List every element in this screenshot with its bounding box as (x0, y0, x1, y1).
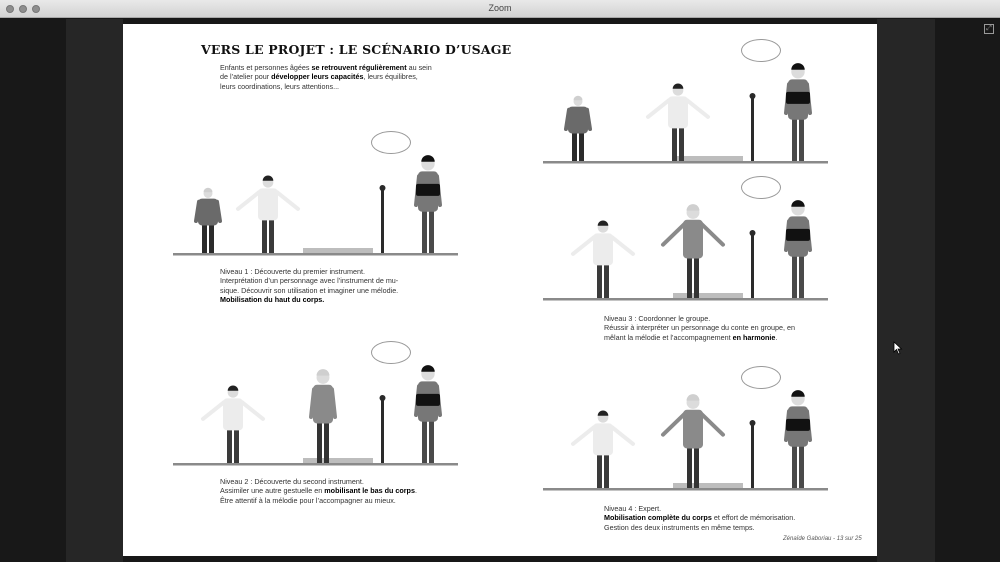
child-figure (573, 220, 633, 298)
instrument-pole-top (750, 230, 756, 236)
left-margin-panel (66, 19, 123, 562)
level-3-caption: Niveau 3 : Coordonner le groupe. Réussir à interpréter un personnage du conte en groupe, en mêlant la mélodie et l’accompagnement en harmonie. (604, 314, 795, 342)
fullscreen-icon[interactable]: ⤢ (984, 24, 994, 34)
instrument-pole-top (750, 420, 756, 426)
instrument-pole-top (380, 395, 386, 401)
instructor-figure (416, 365, 440, 463)
instrument-pole-top (750, 93, 756, 99)
speech-bubble (371, 341, 411, 364)
instructor-figure (416, 155, 440, 253)
window-title: Zoom (488, 3, 512, 13)
presentation-page (123, 24, 877, 556)
elder-figure (196, 188, 220, 253)
level-2-caption: Niveau 2 : Découverte du second instrument. Assimiler une autre gestuelle en mobilisant le bas du corps. Être attentif à la mélodie pour l’accompagner au mieux. (220, 477, 417, 505)
scene-level-2 (173, 339, 463, 469)
floor-line (543, 161, 828, 164)
scene-level-4 (543, 364, 833, 494)
child-figure (573, 410, 633, 488)
elder-figure (663, 204, 723, 298)
window-titlebar (0, 0, 1000, 18)
instrument-pole (381, 399, 384, 463)
level-1-caption: Niveau 1 : Découverte du premier instrument. Interprétation d’un personnage avec l’instrument de mu- sique. Découvrir son utilisation et imaginer une mélodie. Mobilisation du haut du corps. (220, 267, 399, 304)
elder-figure (566, 96, 590, 161)
speech-bubble (741, 366, 781, 389)
floor-mat (303, 458, 373, 463)
page-title: VERS LE PROJET : LE SCÉNARIO D’USAGE (201, 42, 512, 57)
page-footer: Zénaïde Gaboriau - 13 sur 25 (783, 536, 862, 542)
floor-line (543, 298, 828, 301)
floor-line (543, 488, 828, 491)
child-figure (648, 83, 708, 161)
instrument-pole-top (380, 185, 386, 191)
mouse-pointer-icon (893, 341, 903, 355)
level-4-caption: Niveau 4 : Expert. Mobilisation complète du corps et effort de mémorisation. Gestion des deux instruments en même temps. (604, 504, 796, 532)
child-figure (203, 385, 263, 463)
speech-bubble (741, 39, 781, 62)
scene-level-1 (173, 129, 463, 259)
right-margin-panel (877, 19, 935, 562)
instructor-figure (786, 200, 810, 298)
instructor-figure (786, 390, 810, 488)
floor-line (173, 463, 458, 466)
screen-share-viewer[interactable] (0, 19, 1000, 562)
instructor-figure (786, 63, 810, 161)
child-figure (238, 175, 298, 253)
scene-level-3b (543, 174, 833, 304)
floor-mat (673, 293, 743, 298)
elder-figure (311, 369, 335, 463)
intro-text: Enfants et personnes âgées se retrouvent régulièrement au sein de l’atelier pour développer leurs capacités, leurs équilibres, leurs coordinations, leurs attentions... (220, 63, 432, 91)
speech-bubble (741, 176, 781, 199)
instrument-pole (751, 234, 754, 298)
floor-line (173, 253, 458, 256)
floor-mat (303, 248, 373, 253)
floor-mat (673, 483, 743, 488)
instrument-pole (381, 189, 384, 253)
speech-bubble (371, 131, 411, 154)
elder-figure (663, 394, 723, 488)
scene-level-3a (543, 37, 833, 167)
instrument-pole (751, 97, 754, 161)
instrument-pole (751, 424, 754, 488)
